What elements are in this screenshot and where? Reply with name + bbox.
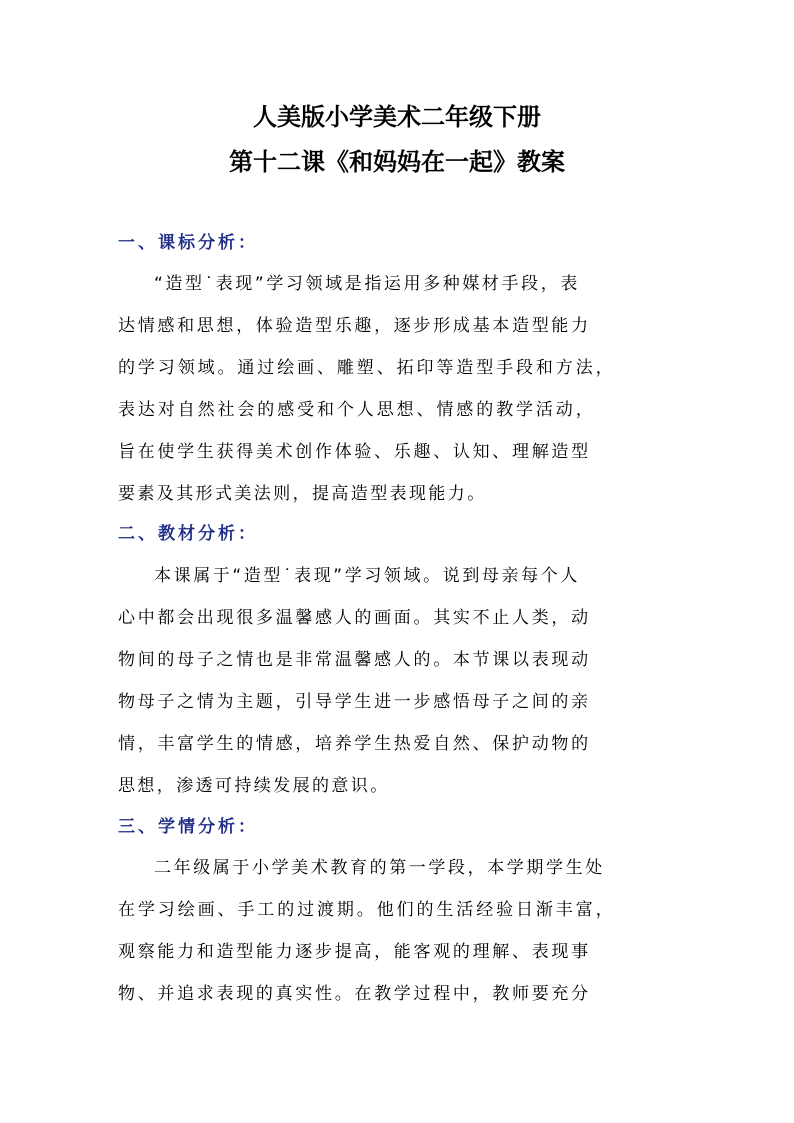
paragraph-line: 本课属于“造型˙表现”学习领域。说到母亲每个人 <box>154 566 580 586</box>
paragraph-line: 在学习绘画、手工的过渡期。他们的生活经验日渐丰富， <box>118 900 616 920</box>
paragraph-line: 物、并追求表现的真实性。在教学过程中，教师要充分 <box>118 984 591 1004</box>
paragraph-line: 观察能力和造型能力逐步提高，能客观的理解、表现事 <box>118 942 591 962</box>
paragraph-line: 的学习领域。通过绘画、雕塑、拓印等造型手段和方法， <box>118 358 616 378</box>
paragraph-line: 物母子之情为主题，引导学生进一步感悟母子之间的亲 <box>118 692 591 712</box>
paragraph-line: 达情感和思想，体验造型乐趣，逐步形成基本造型能力 <box>118 316 591 336</box>
paragraph-line: 心中都会出现很多温馨感人的画面。其实不止人类，动 <box>118 608 591 628</box>
paragraph-line: “造型˙表现”学习领域是指运用多种媒材手段，表 <box>154 274 580 294</box>
document-title: 人美版小学美术二年级下册 <box>253 102 541 131</box>
section-heading-students: 三、学情分析： <box>118 817 258 837</box>
paragraph-line: 表达对自然社会的感受和个人思想、情感的教学活动， <box>118 400 596 420</box>
section-heading-curriculum: 一、课标分析： <box>118 233 258 253</box>
paragraph-line: 物间的母子之情也是非常温馨感人的。本节课以表现动 <box>118 650 591 670</box>
paragraph-line: 二年级属于小学美术教育的第一学段，本学期学生处 <box>154 858 605 878</box>
section-heading-textbook: 二、教材分析： <box>118 524 258 544</box>
paragraph-line: 旨在使学生获得美术创作体验、乐趣、认知、理解造型 <box>118 442 591 462</box>
paragraph-line: 思想，渗透可持续发展的意识。 <box>118 776 390 796</box>
paragraph-line: 情，丰富学生的情感，培养学生热爱自然、保护动物的 <box>118 734 591 754</box>
document-subtitle: 第十二课《和妈妈在一起》教案 <box>229 147 565 176</box>
paragraph-line: 要素及其形式美法则，提高造型表现能力。 <box>118 484 487 504</box>
